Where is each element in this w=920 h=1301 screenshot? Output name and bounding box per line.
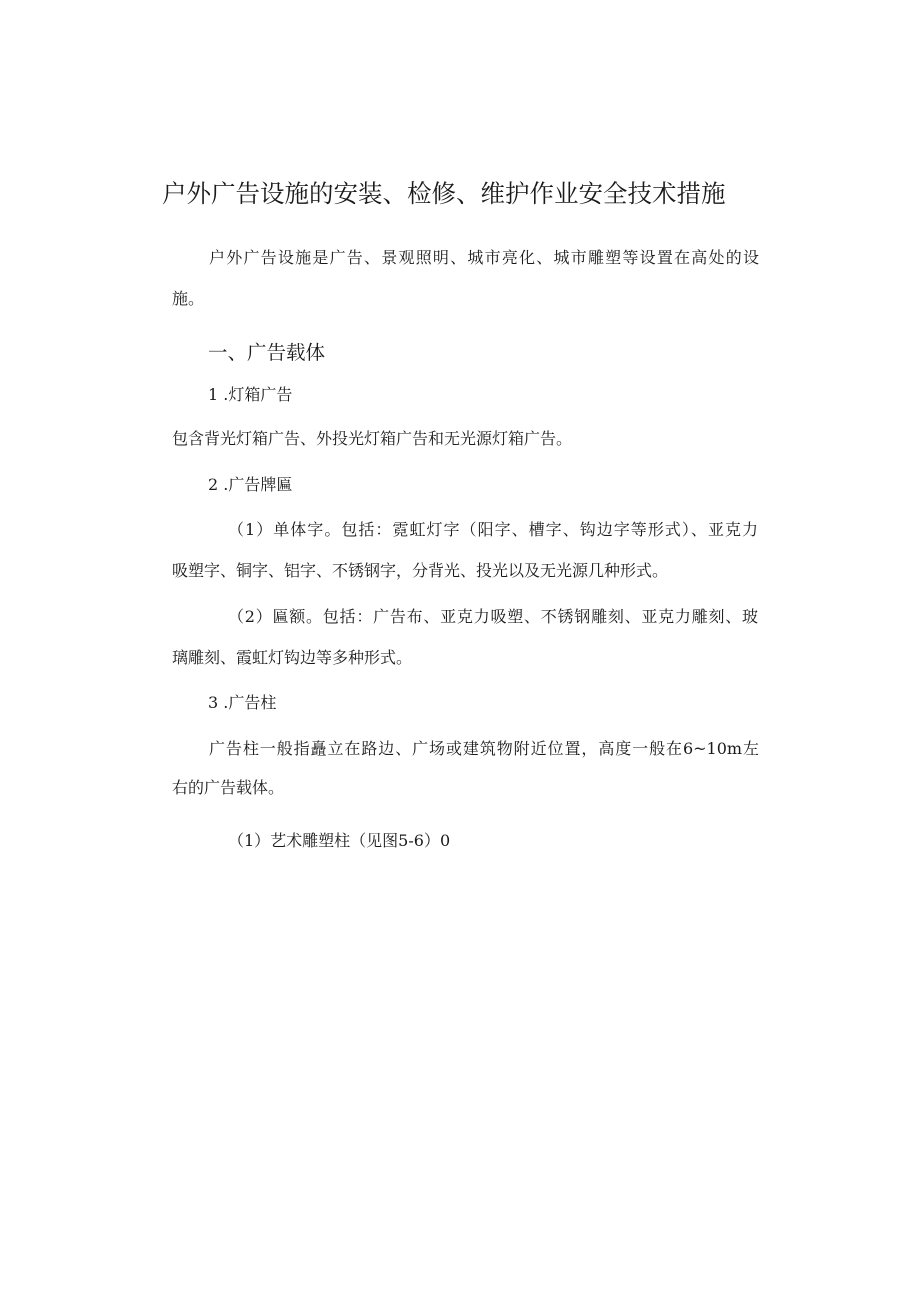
sub-item-plaque-line-2: 璃雕刻、霞虹灯钩边等多种形式。 (172, 648, 413, 667)
sub-item-plaque-line-1: （2）匾额。包括：广告布、亚克力吸塑、不锈钢雕刻、亚克力雕刻、玻 (228, 607, 758, 626)
item-text-ad-pillar-line-2: 右的广告载体。 (172, 778, 285, 797)
item-label-ad-pillar: 3 .广告柱 (208, 693, 277, 712)
section-heading-carrier: 一、广告载体 (208, 341, 326, 364)
intro-paragraph-line-1: 户外广告设施是广告、景观照明、城市亮化、城市雕塑等设置在高处的设 (209, 248, 759, 267)
item-text-ad-pillar-line-1: 广告柱一般指矗立在路边、广场或建筑物附近位置，高度一般在6~10m左 (209, 739, 759, 758)
sub-item-sculpture-pillar: （1）艺术雕塑柱（见图5-6）0 (228, 831, 451, 850)
sub-item-single-letters-line-1: （1）单体字。包括：霓虹灯字（阳字、槽字、钩边字等形式）、亚克力 (228, 520, 758, 539)
intro-paragraph-line-2: 施。 (172, 289, 205, 308)
item-label-signboard: 2 .广告牌匾 (208, 475, 293, 494)
sub-item-single-letters-line-2: 吸塑字、铜字、铝字、不锈钢字，分背光、投光以及无光源几种形式。 (172, 561, 669, 580)
document-title: 户外广告设施的安装、检修、维护作业安全技术措施 (162, 179, 726, 208)
item-text-lightbox: 包含背光灯箱广告、外投光灯箱广告和无光源灯箱广告。 (172, 429, 573, 448)
item-label-lightbox: 1 .灯箱广告 (208, 385, 293, 404)
